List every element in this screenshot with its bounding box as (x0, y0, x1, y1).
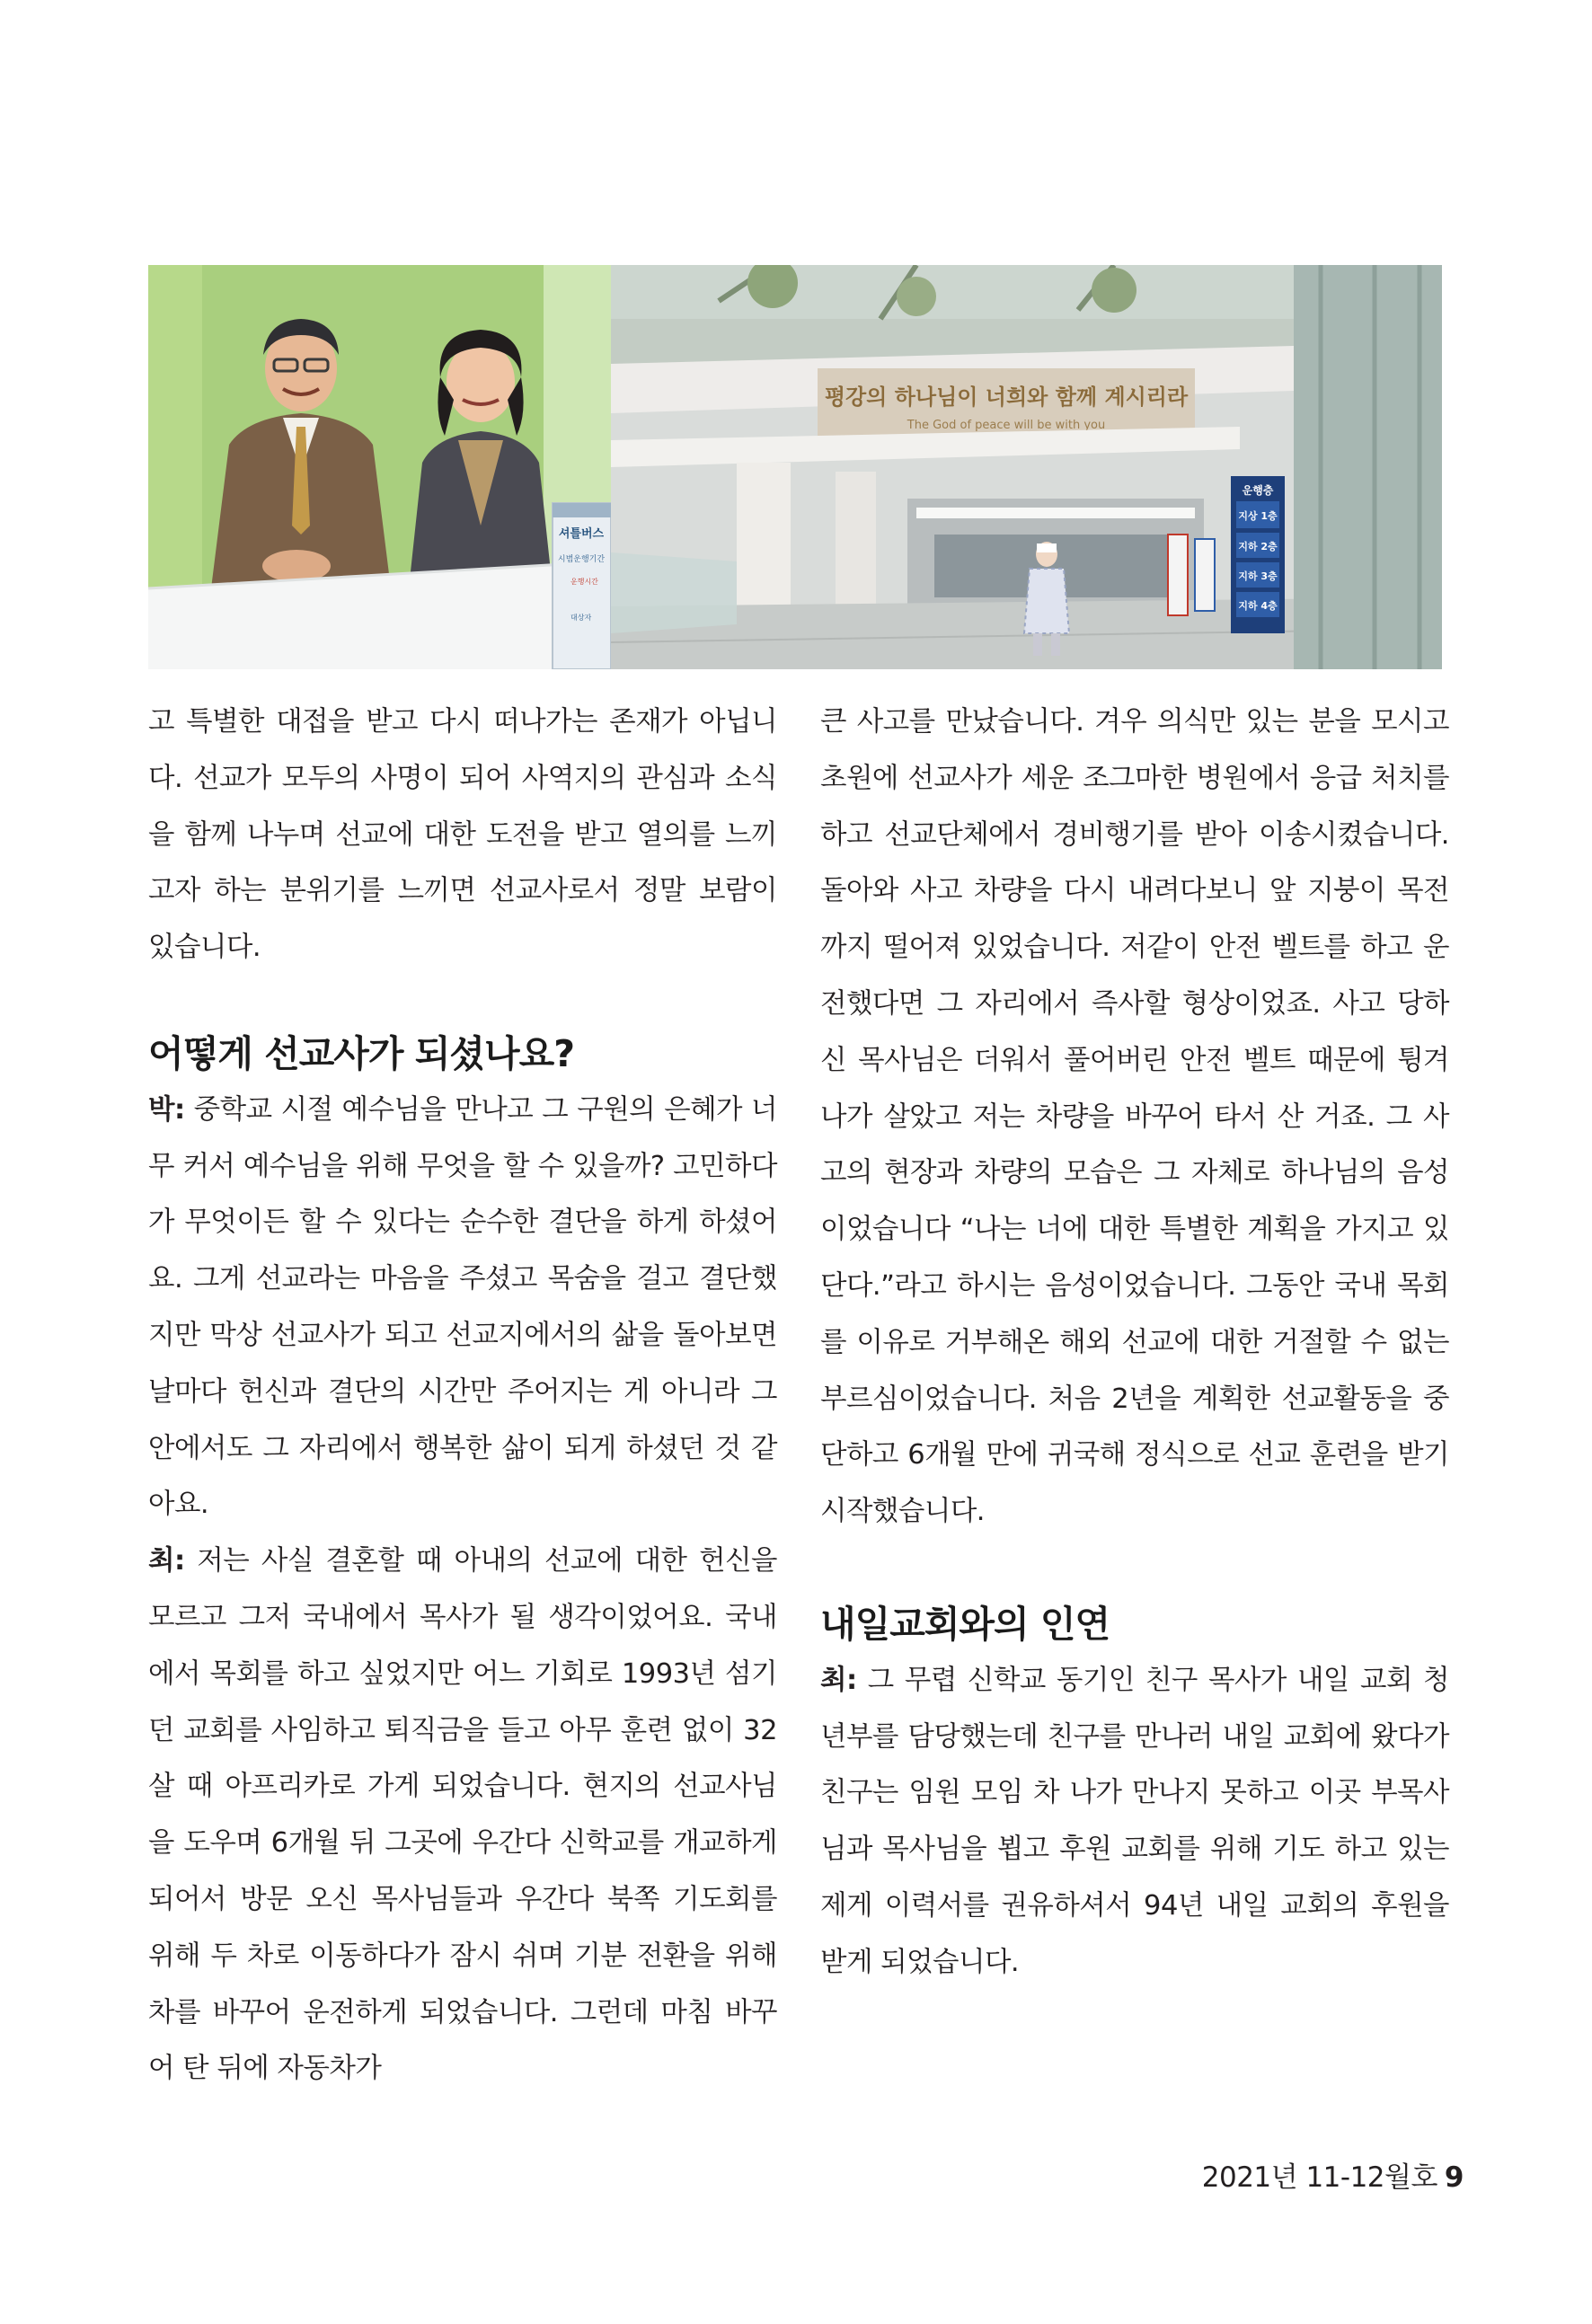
right-column (820, 694, 1449, 1992)
lobby-banner-korean: 평강의 하나님이 너희와 함께 계시리라 (824, 384, 1189, 410)
choi-answer-paragraph (148, 1533, 777, 2098)
shuttle-sign-line1: 시범운행기간 (557, 555, 606, 564)
intro-paragraph: 고 특별한 대접을 받고 다시 떠나가는 존재가 아닙니다. 선교가 모두의 사명이 되어 사역지의 관심과 소식을 함께 나누며 선교에 대한 도전을 받고 열의를 느끼고자 하는 분위기를 느끼면 선교사로서 정말 보람이 있습니다. (148, 706, 777, 964)
shuttle-sign-line3: 대상자 (570, 614, 592, 622)
speaker-label-choi: 최: (148, 1545, 185, 1577)
choi-church-paragraph (820, 1653, 1449, 1992)
elevator-floor-1: 지상 1층 (1238, 510, 1278, 522)
page-number: 9 (1444, 2161, 1464, 2194)
couple-photo (148, 265, 611, 669)
park-answer-paragraph (148, 1082, 777, 1533)
hospital-lobby-photo (611, 265, 1442, 669)
choi-church-text: 그 무렵 신학교 동기인 친구 목사가 내일 교회 청년부를 담당했는데 친구를 만나러 내일 교회에 왔다가 친구는 임원 모임 차 나가 만나지 못하고 이곳 부목사님과 목사님을 뵙고 후원 교회를 위해 기도 하고 있는 제게 이력서를 권유하셔서 94년 내일 교회의 후원을 받게 되었습니다. (820, 1664, 1449, 1978)
elevator-sign-label: 운행층 (1242, 484, 1274, 497)
continued-paragraph: 큰 사고를 만났습니다. 겨우 의식만 있는 분을 모시고 초원에 선교사가 세운 조그마한 병원에서 응급 처치를 하고 선교단체에서 경비행기를 받아 이송시켰습니다. 돌아와 사고 차량을 다시 내려다보니 앞 지붕이 목전까지 떨어져 있었습니다. 저같이 안전 벨트를 하고 운전했다면 그 자리에서 즉사할 형상이었죠. 사고 당하신 목사님은 더워서 풀어버린 안전 벨트 때문에 튕겨 나가 살았고 저는 차량을 바꾸어 타서 산 거죠. 그 사고의 현장과 차량의 모습은 그 자체로 하나님의 음성이었습니다 “나는 너에 대한 특별한 계획을 가지고 있단다.”라고 하시는 음성이었습니다. 그동안 국내 목회를 이유로 거부해온 해외 선교에 대한 거절할 수 없는 부르심이었습니다. 처음 2년을 계획한 선교활동을 중단하고 6개월 만에 귀국해 정식으로 선교 훈련을 받기 시작했습니다. (820, 706, 1449, 1528)
elevator-floor-2: 지하 2층 (1238, 541, 1278, 552)
elevator-floor-4: 지하 4층 (1238, 600, 1278, 612)
left-column (148, 694, 777, 2098)
elevator-floor-3: 지하 3층 (1238, 570, 1278, 582)
speaker-label-choi-2: 최: (820, 1664, 857, 1696)
shuttle-sign-line2: 운행시간 (570, 578, 598, 586)
couple-photo-illustration (148, 265, 611, 669)
lobby-banner-english: The God of peace will be with you (907, 419, 1106, 432)
speaker-label-park: 박: (148, 1093, 185, 1126)
shuttle-sign-title: 셔틀버스 (558, 527, 605, 541)
park-answer-text: 중학교 시절 예수님을 만나고 그 구원의 은혜가 너무 커서 예수님을 위해 무엇을 할 수 있을까? 고민하다가 무엇이든 할 수 있다는 순수한 결단을 하게 하셨어요. 그게 선교라는 마음을 주셨고 목숨을 걸고 결단했지만 막상 선교사가 되고 선교지에서의 삶을 돌아보면 날마다 헌신과 결단의 시간만 주어지는 게 아니라 그 안에서도 그 자리에서 행복한 삶이 되게 하셨던 것 같아요. (148, 1093, 777, 1521)
issue-label: 2021년 11-12월호 (1201, 2161, 1437, 2194)
hospital-lobby-illustration (611, 265, 1442, 669)
section-heading-naeil-church: 내일교회와의 인연 (820, 1602, 1110, 1646)
photo-strip (148, 265, 1442, 669)
page-footer (1202, 2154, 1464, 2195)
choi-answer-text: 저는 사실 결혼할 때 아내의 선교에 대한 헌신을 모르고 그저 국내에서 목사가 될 생각이었어요. 국내에서 목회를 하고 싶었지만 어느 기회로 1993년 섬기던 교회를 사임하고 퇴직금을 들고 아무 훈련 없이 32살 때 아프리카로 가게 되었습니다. 현지의 선교사님을 도우며 6개월 뒤 그곳에 우간다 신학교를 개교하게 되어서 방문 오신 목사님들과 우간다 북쪽 기도회를 위해 두 차로 이동하다가 잠시 쉬며 기분 전환을 위해 차를 바꾸어 운전하게 되었습니다. 그런데 마침 바꾸어 탄 뒤에 자동차가 (148, 1545, 777, 2085)
section-heading-how-became-missionary: 어떻게 선교사가 되셨나요? (148, 1031, 574, 1075)
